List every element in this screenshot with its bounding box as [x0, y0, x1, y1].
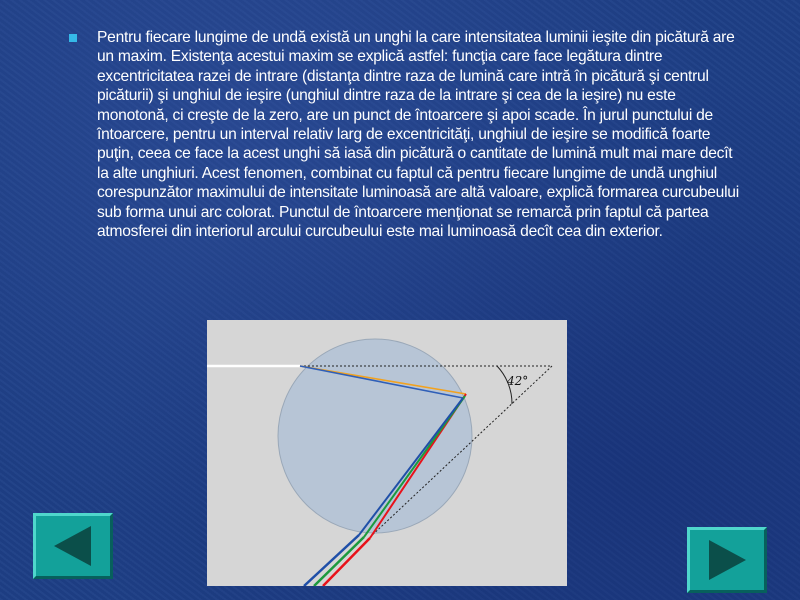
diagram-svg: [207, 320, 567, 586]
angle-label: 42°: [507, 374, 529, 388]
rainbow-refraction-diagram: [207, 320, 567, 586]
triangle-right-icon: [690, 530, 764, 590]
slide-paragraph: Pentru fiecare lungime de undă există un unghi la care intensitatea luminii ieşite din picătură are un maxim. Existenţa acestui maxim se explică astfel: funcţia care face legătura dintre excentricitatea razei de intrare (distanţa dintre raza de lumină care intră în picătură şi centrul picăturii) şi unghiul de ieşire (unghiul dintre raza de la intrare şi cea de la ieşire) nu este monotonă, ci creşte de la zero, are un punct de întoarcere şi apoi scade. În jurul punctului de întoarcere, pentru un interval relativ larg de excentricităţi, unghiul de ieşire se modifică foarte puţin, ceea ce face la acest unghi să iasă din picătură o cantitate de lumină mult mai mare decît la alte unghiuri. Acest fenomen, combinat cu faptul că pentru fiecare lungime de undă unghiul corespunzător maximului de intensitate luminoasă are altă valoare, explică formarea curcubeului sub forma unui arc colorat. Punctul de întoarcere menţionat se remarcă prin faptul că partea atmosferei din interiorul arcului curcubeului este mai luminoasă decît cea din exterior.: [97, 29, 739, 241]
triangle-left-icon: [36, 516, 110, 576]
previous-slide-button[interactable]: [33, 513, 113, 579]
exit-ray-green: [314, 537, 364, 586]
bullet-marker: [69, 34, 77, 42]
next-slide-button[interactable]: [687, 527, 767, 593]
